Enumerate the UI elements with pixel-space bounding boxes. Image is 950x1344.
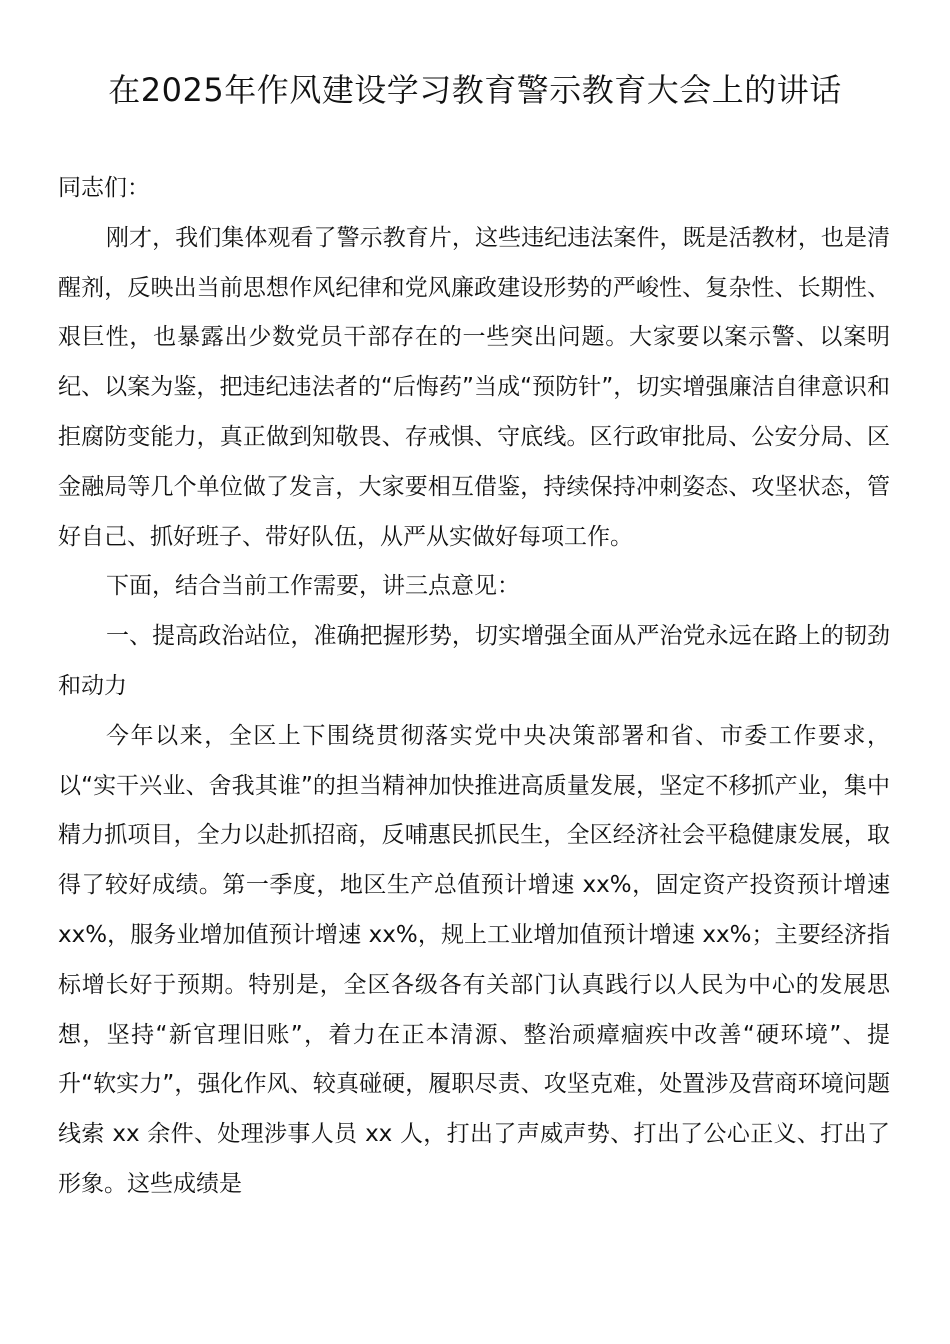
paragraph-section-1: 今年以来，全区上下围绕贯彻落实党中央决策部署和省、市委工作要求，以“实干兴业、舍我其谁”的担当精神加快推进高质量发展，坚定不移抓产业，集中精力抓项目，全力以赴抓招商，反哺惠民抓民生，全区经济社会平稳健康发展，取得了较好成绩。第一季度，地区生产总值预计增速 xx%，固定资产投资预计增速 xx%，服务业增加值预计增速 xx%，规上工业增加值预计增速 xx%；主要经济指标增长好于预期。特别是，全区各级各有关部门认真践行以人民为中心的发展思想，坚持“新官理旧账”，着力在正本清源、整治顽瘴痼疾中改善“硬环境”、提升“软实力”，强化作风、较真碰硬，履职尽责、攻坚克难，处置涉及营商环境问题线索 xx 余件、处理涉事人员 xx 人，打出了声威声势、打出了公心正义、打出了形象。这些成绩是 [58,722,890,1197]
paragraph-transition: 下面，结合当前工作需要，讲三点意见： [106,573,520,600]
paragraph-intro: 刚才，我们集体观看了警示教育片，这些违纪违法案件，既是活教材，也是清醒剂，反映出当前思想作风纪律和党风廉政建设形势的严峻性、复杂性、长期性、艰巨性，也暴露出少数党员干部存在的一些突出问题。大家要以案示警、以案明纪、以案为鉴，把违纪违法者的“后悔药”当成“预防针”，切实增强廉洁自律意识和拒腐防变能力，真正做到知敬畏、存戒惧、守底线。区行政审批局、公安分局、区金融局等几个单位做了发言，大家要相互借鉴，持续保持冲刺姿态、攻坚状态，管好自己、抓好班子、带好队伍，从严从实做好每项工作。 [58,224,890,550]
salutation: 同志们： [58,175,150,201]
document-title: 在2025年作风建设学习教育警示教育大会上的讲话 [108,71,842,109]
section-heading-1: 一、提高政治站位，准确把握形势，切实增强全面从严治党永远在路上的韧劲和动力 [58,623,890,699]
document-body [58,164,890,1210]
